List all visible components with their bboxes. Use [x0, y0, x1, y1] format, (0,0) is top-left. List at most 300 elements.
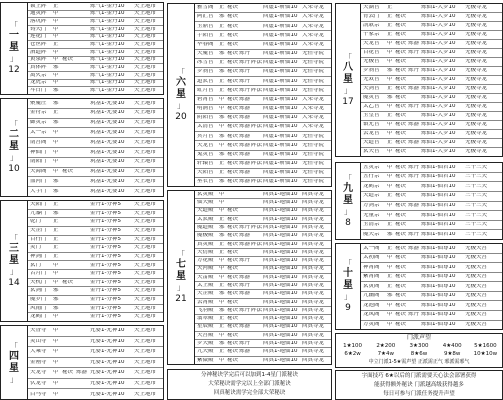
sect-realm-range: 回真1-地仙10: [263, 357, 298, 363]
sect-alignment: 中: [53, 169, 59, 175]
sect-skill: 炼丹: [239, 225, 251, 231]
sect-name: 酒道阵: [30, 49, 47, 55]
tier-star-number: 三: [9, 242, 19, 254]
sect-name: 天雷殿: [197, 274, 214, 280]
sect-name: 龙凤阁: [363, 312, 380, 318]
sect-location: 三十三天: [465, 203, 488, 209]
sect-location: 无极寻龙: [465, 41, 488, 47]
sect-row: [195, 298, 331, 306]
sect-name: 明洞宫: [197, 106, 214, 112]
sect-realm-range: 回虚1-斩仙10: [263, 124, 298, 130]
reputation-box: [335, 333, 503, 368]
sect-name: 翡翠殿: [197, 316, 214, 322]
sect-alignment: 邪: [219, 179, 225, 185]
sect-skill: 炼器: [239, 106, 251, 112]
sect-skill-2: 阵法: [251, 142, 263, 148]
sect-name: 天阳宫: [197, 170, 214, 176]
sect-row: [361, 4, 502, 12]
sect-name: 云龙宫: [363, 131, 380, 137]
sect-skill-2: 阵法: [251, 225, 263, 231]
sect-realm-range: 回虚1-斩仙10: [263, 160, 298, 166]
sect-location: 天上地市: [134, 149, 157, 155]
sect-alignment: 正: [387, 245, 393, 251]
sect-location: 无极寻龙: [465, 14, 488, 20]
sect-row: [28, 346, 163, 357]
sect-skill-2: 阵法: [251, 307, 263, 313]
sect-alignment: 中: [53, 314, 59, 320]
sect-name: 无双宫: [363, 77, 380, 83]
sect-name: 九幽阁: [363, 293, 380, 299]
sect-alignment: 中: [219, 106, 225, 112]
sect-name: 古月门: [30, 271, 47, 277]
tier-6-star-table: [167, 3, 332, 187]
note-line: 能获得额外秘诀 门派越高级获得越多: [374, 382, 464, 388]
sect-alignment: 邪: [219, 233, 225, 239]
bracket-close: 」: [10, 54, 18, 63]
sect-location: 天上地市: [134, 380, 157, 386]
tier-star-word: 星: [343, 194, 353, 206]
sect-alignment: 邪: [387, 95, 393, 101]
sect-secret: 秘诀: [227, 349, 239, 355]
sect-secret: 秘诀: [395, 255, 407, 261]
sect-location: 天上地市: [134, 3, 157, 9]
sect-row: [28, 235, 163, 244]
reputation-item: 10★10w: [473, 351, 498, 357]
sect-name: 魔灵宫: [363, 95, 380, 101]
sect-location: 天上地市: [134, 245, 157, 251]
sect-skill: 炼器: [239, 324, 251, 330]
sect-secret: 秘诀: [395, 68, 407, 74]
sect-row: [195, 67, 331, 76]
tier-label: [168, 191, 195, 364]
sect-name: 毕春阁: [197, 41, 214, 47]
sect-alignment: 中: [387, 302, 393, 308]
sect-name: 铸天门: [30, 26, 47, 32]
sect-row: [195, 150, 331, 159]
sect-realm-range: 炼气1-金丹10: [90, 87, 125, 93]
sect-alignment: 中: [53, 380, 59, 386]
sect-skill: 炼器: [239, 160, 251, 166]
sect-alignment: 正: [219, 23, 225, 29]
sect-secret: 秘诀: [227, 282, 239, 288]
sect-skill: 炼丹: [239, 69, 251, 75]
sect-realm-range: 炼气1-金丹10: [90, 3, 125, 9]
sect-realm-range: 炼仙1-仙君10: [421, 222, 456, 228]
sect-alignment: 中: [53, 159, 59, 165]
sect-name: 黄泉阵: [30, 57, 47, 63]
sect-row: [28, 10, 163, 18]
sect-row: [28, 243, 163, 252]
sect-name: 玉鼎宫: [197, 23, 214, 29]
sect-secret: 秘诀: [395, 122, 407, 128]
tier-star-number: 七: [176, 259, 186, 270]
sect-alignment: 正: [387, 14, 393, 20]
sect-location: 天上地市: [134, 169, 157, 175]
sect-name: 魔天宗: [363, 231, 380, 237]
sect-name: 锁上阵: [30, 3, 47, 9]
sect-skill: 炼器: [239, 233, 251, 239]
sect-skill-2: 阵法: [251, 124, 263, 130]
sect-alignment: 正: [387, 140, 393, 146]
sect-realm-range: 金丹1-分神5: [90, 314, 121, 320]
sect-row: [195, 215, 331, 223]
sect-realm-range: 元婴1-元神10: [90, 391, 125, 397]
sect-secret: 秘诀: [227, 60, 239, 66]
sect-skill: 炼器: [239, 142, 251, 148]
sect-name: 御灵宗: [30, 120, 47, 126]
sect-location: 天上地市: [134, 26, 157, 32]
sect-location: 天上地市: [134, 359, 157, 365]
sect-realm-range: 炼仙1-大罗10: [421, 14, 456, 20]
sect-name: 紫霄阁: [363, 274, 380, 280]
sect-realm-range: 回真1-地仙10: [263, 208, 298, 214]
sect-skill: 炼丹: [239, 282, 251, 288]
sect-location: 大荣寻龙: [302, 23, 325, 29]
sect-location: 天上地市: [134, 100, 157, 106]
sect-name: 太乙宫: [363, 104, 380, 110]
sect-realm-range: 元婴1-元神10: [90, 338, 125, 344]
sect-row: [28, 186, 163, 196]
sect-location: 天上地市: [134, 227, 157, 233]
sect-row: [361, 262, 502, 272]
sect-alignment: 邪: [53, 120, 59, 126]
sect-secret: 秘诀: [227, 23, 239, 29]
sect-name: 神剑门: [30, 253, 47, 259]
tier-4-star-table: [0, 325, 164, 400]
sect-location: 天上地市: [134, 297, 157, 303]
tier-label: [1, 201, 28, 321]
sect-row: [28, 48, 163, 56]
sect-name: 星辰殿: [197, 324, 214, 330]
sect-realm-range: 回真1-地仙10: [263, 191, 298, 197]
sect-row: [361, 84, 502, 93]
sect-alignment: 中: [53, 328, 59, 334]
sect-realm-range: 金丹1-分神5: [90, 288, 121, 294]
sect-alignment: 邪: [53, 297, 59, 303]
sect-realm-range: 回真1-地仙10: [263, 233, 298, 239]
sect-rows: [28, 326, 163, 399]
sect-skill: 炼器: [408, 140, 420, 146]
sect-realm-range: 回虚1-斩仙10: [263, 87, 298, 93]
sect-alignment: 正: [219, 282, 225, 288]
sect-row: [195, 339, 331, 347]
sect-realm-range: 炼气1-金丹10: [90, 72, 125, 78]
sect-secret: 秘诀: [227, 179, 239, 185]
sect-row: [28, 3, 163, 10]
sect-skill: 炼丹: [408, 312, 420, 318]
sect-alignment: 中: [53, 271, 59, 277]
sect-realm-range: 炼仙1-仙君10: [421, 231, 456, 237]
note-line: 回真秘诀需学完全部大荣秘诀: [213, 390, 286, 396]
sect-alignment: 中: [53, 279, 59, 285]
sect-alignment: 邪: [53, 288, 59, 294]
sect-alignment: 正: [387, 86, 393, 92]
sect-row: [361, 300, 502, 310]
sect-row: [361, 163, 502, 172]
sect-location: 天上地市: [134, 80, 157, 86]
sect-realm-range: 回真1-地仙10: [263, 258, 298, 264]
sect-alignment: 中: [53, 349, 59, 355]
sect-alignment: 邪: [387, 293, 393, 299]
sect-row: [28, 201, 163, 209]
sect-row: [28, 260, 163, 269]
tier-sect-count: 14: [8, 277, 20, 288]
sect-name: 天龙寺: [30, 370, 47, 376]
sect-alignment: 正: [219, 87, 225, 93]
sect-row: [195, 58, 331, 67]
sect-realm-range: 回真1-地仙10: [263, 241, 298, 247]
sect-alignment: 正: [219, 241, 225, 247]
sect-row: [361, 281, 502, 291]
sect-alignment: 正: [387, 5, 393, 11]
sect-row: [28, 25, 163, 33]
sect-location: 大荣寻龙: [302, 14, 325, 20]
sect-location: 天上地市: [134, 338, 157, 344]
sect-name: 碧霄宫: [197, 96, 214, 102]
bracket-close: 」: [177, 283, 185, 292]
sect-location: 天上地市: [134, 11, 157, 17]
sect-name: 罗刹宫: [363, 68, 380, 74]
sect-secret: 秘诀: [395, 59, 407, 65]
sect-name: 天龙宫: [363, 41, 380, 47]
sect-secret: 秘诀: [395, 212, 407, 218]
sect-alignment: 中: [53, 391, 59, 397]
sect-secret: 秘诀: [227, 324, 239, 330]
sect-location: 无恒寺院: [302, 160, 325, 166]
sect-location: 天上地市: [134, 328, 157, 334]
sect-name: 百花宫: [363, 50, 380, 56]
sect-row: [195, 356, 331, 364]
sect-row: [361, 12, 502, 21]
tier-3-star-table: [0, 200, 164, 322]
sect-row: [195, 85, 331, 94]
sect-alignment: 中: [53, 262, 59, 268]
sect-alignment: 中: [387, 264, 393, 270]
sect-name: 伏龙寺: [30, 380, 47, 386]
sect-alignment: 正: [53, 110, 59, 116]
sect-row: [195, 191, 331, 198]
sect-name: 灵门: [30, 245, 42, 251]
sect-skill: 炼丹: [239, 258, 251, 264]
sect-row: [28, 86, 163, 94]
sect-alignment: 中: [219, 208, 225, 214]
sect-realm-range: 回虚1-斩仙10: [263, 142, 298, 148]
sect-row: [361, 21, 502, 30]
sect-realm-range: 金丹1-分神5: [90, 202, 121, 208]
sect-name: 鬼灵宫: [197, 151, 214, 157]
sect-location: 无恒寺院: [302, 170, 325, 176]
sect-secret: 秘诀: [395, 322, 407, 328]
sect-secret: 秘诀: [395, 174, 407, 180]
sect-name: 巫衣宫: [197, 179, 214, 185]
sect-skill: 炼器: [239, 133, 251, 139]
reputation-item: 5★1600: [474, 343, 497, 349]
sect-name: 阿汇宫: [197, 14, 214, 20]
sect-alignment: 正: [53, 245, 59, 251]
sect-row: [361, 229, 502, 239]
sect-secret: 秘诀: [227, 241, 239, 247]
sect-alignment: 中: [387, 203, 393, 209]
sect-location: 回真寻龙: [302, 340, 325, 346]
sect-realm-range: 回虚1-斩仙10: [263, 32, 298, 38]
sect-name: 南阳门: [30, 159, 47, 165]
sect-skill: 炼器: [408, 203, 420, 209]
sect-name: 万花殿: [197, 258, 214, 264]
sect-location: 天上地市: [134, 57, 157, 63]
sect-realm-range: 炼仙1-仙君10: [421, 183, 456, 189]
tier-label: [336, 4, 361, 156]
sect-skill: 炼器: [239, 274, 251, 280]
sect-realm-range: 炼气1-金丹10: [90, 11, 125, 17]
sect-name: 九天殿: [197, 349, 214, 355]
bracket-close: 」: [344, 85, 352, 95]
sect-alignment: 中: [53, 370, 59, 376]
sect-location: 天上地市: [134, 219, 157, 225]
bracket-open: 「: [10, 21, 18, 30]
sect-secret: 秘诀: [227, 115, 239, 121]
sect-name: 魔道殿: [197, 225, 214, 231]
sect-row: [361, 147, 502, 156]
sect-name: 龙虎宗: [30, 80, 47, 86]
sect-row: [195, 248, 331, 256]
sect-alignment: 邪: [53, 179, 59, 185]
sect-name: 金符宗: [30, 110, 47, 116]
sect-row: [195, 30, 331, 39]
bracket-close: 」: [344, 292, 352, 301]
sect-realm-range: 筑基1-元婴10: [90, 130, 125, 136]
bracket-close: 」: [177, 100, 185, 110]
tier-7-star-table: [167, 190, 332, 365]
sect-realm-range: 炼仙1-大罗10: [421, 59, 456, 65]
sect-realm-range: 炼气1-金丹10: [90, 64, 125, 70]
sect-alignment: 中: [53, 130, 59, 136]
reputation-item: 1★100: [343, 343, 363, 349]
sect-name: 天阳门: [30, 202, 47, 208]
sect-name: 阴阳宫: [197, 115, 214, 121]
sect-alignment: 邪: [387, 68, 393, 74]
sect-location: 无极天宫: [465, 312, 488, 318]
sect-location: 大荣寻龙: [302, 5, 325, 11]
sect-secret: 秘诀: [227, 208, 239, 214]
sect-secret: 秘诀: [227, 170, 239, 176]
bracket-open: 「: [10, 341, 18, 351]
sect-alignment: 邪: [219, 69, 225, 75]
sect-location: 无极寻龙: [465, 95, 488, 101]
sect-realm-range: 回真1-地仙10: [263, 340, 298, 346]
reputation-note: 中立门派1-5★需声望 正派需正气 邪派需邪气: [368, 359, 470, 365]
sect-skill: 炼器: [76, 370, 88, 376]
sect-secret: 秘诀: [62, 169, 74, 175]
bracket-open: 「: [177, 250, 185, 259]
sect-secret: 秘诀: [227, 233, 239, 239]
sect-row: [28, 99, 163, 108]
sect-row: [195, 49, 331, 58]
sect-name: 玄门: [30, 262, 42, 268]
sect-skill: 炼器: [239, 291, 251, 297]
sect-secret: 秘诀: [395, 222, 407, 228]
sect-secret: 秘诀: [227, 299, 239, 305]
sect-realm-range: 元婴1-元神10: [90, 349, 125, 355]
sect-alignment: 中: [387, 312, 393, 318]
sect-name: 太玄殿: [197, 216, 214, 222]
sect-location: 无极寻龙: [465, 104, 488, 110]
sect-skill: 炼器: [408, 41, 420, 47]
sect-realm-range: 筑基1-元婴10: [90, 120, 125, 126]
tier-label: [1, 99, 28, 196]
sect-realm-range: 炼仙1-大罗10: [421, 122, 456, 128]
reputation-title: 门派声望: [406, 334, 431, 341]
sect-name: 龙鹤宗: [363, 183, 380, 189]
sect-secret: 秘诀: [62, 57, 74, 63]
sect-alignment: 中: [387, 131, 393, 137]
sect-alignment: 中: [53, 57, 59, 63]
sect-location: 天上地市: [134, 202, 157, 208]
sect-secret: 秘诀: [395, 77, 407, 83]
sect-realm-range: 炼仙1-仙君10: [421, 203, 456, 209]
sect-alignment: 正: [219, 216, 225, 222]
sect-alignment: 中: [387, 50, 393, 56]
sect-name: 天机门: [30, 279, 47, 285]
sect-realm-range: 筑基1-元婴10: [90, 110, 125, 116]
sect-name: 轩辕宫: [197, 160, 214, 166]
sect-location: 大荣寻龙: [302, 96, 325, 102]
sect-realm-range: 元婴1-元神10: [90, 380, 125, 386]
tier-sect-count: 21: [175, 294, 187, 304]
bracket-open: 「: [10, 120, 18, 129]
sect-row: [28, 336, 163, 347]
sect-location: 天上地市: [134, 279, 157, 285]
sect-alignment: 中: [53, 359, 59, 365]
sect-name: 莲花门: [30, 34, 47, 40]
sect-skill-2: 阵法: [251, 60, 263, 66]
sect-realm-range: 炼仙1-仙尊10: [421, 245, 456, 251]
sect-name: 宇阳宫: [197, 32, 214, 38]
sect-alignment: 邪: [53, 188, 59, 194]
sect-name: 紫微殿: [197, 357, 214, 363]
sect-realm-range: 回虚1-斩仙10: [263, 179, 298, 185]
sect-rows: [361, 4, 502, 156]
sect-row: [361, 30, 502, 39]
sect-row: [28, 312, 163, 321]
sect-alignment: 正: [219, 32, 225, 38]
sect-rows: [28, 99, 163, 196]
sect-name: 天海阁: [30, 169, 47, 175]
sect-location: 无恒寺院: [302, 151, 325, 157]
sect-realm-range: 炼仙1-大罗10: [421, 95, 456, 101]
sect-secret: 秘诀: [395, 193, 407, 199]
sect-name: 金刚寺: [30, 359, 47, 365]
sect-realm-range: 炼气1-金丹10: [90, 26, 125, 32]
sect-row: [28, 176, 163, 186]
sect-rows: [28, 3, 163, 94]
sect-name: 天剑宫: [363, 86, 380, 92]
sect-realm-range: 炼气1-金丹10: [90, 57, 125, 63]
sect-location: 无恒寺院: [302, 133, 325, 139]
sect-realm-range: 筑基1-元婴10: [90, 179, 125, 185]
sect-alignment: 正: [219, 41, 225, 47]
sect-name: 龙鹤门: [30, 314, 47, 320]
sect-location: 天上地市: [134, 179, 157, 185]
tier-label: [336, 244, 361, 329]
sect-location: 无恒寺院: [302, 179, 325, 185]
sect-alignment: 邪: [219, 115, 225, 121]
bracket-open: 「: [10, 233, 18, 243]
sect-realm-range: 金丹1-分神5: [90, 210, 121, 216]
sect-skill: 炼丹: [408, 174, 420, 180]
sect-location: 回真寻龙: [302, 233, 325, 239]
sect-location: 回真寻龙: [302, 307, 325, 313]
sect-name: 离火宗: [30, 72, 47, 78]
